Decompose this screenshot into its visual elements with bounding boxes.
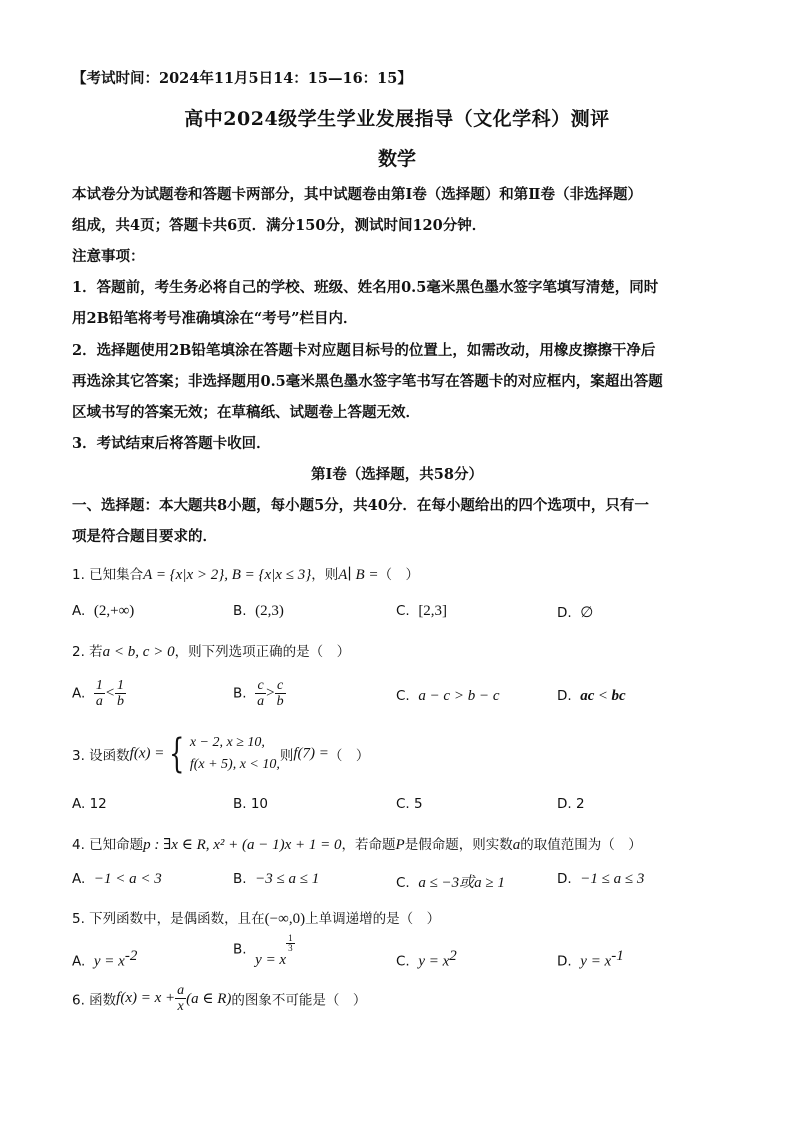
q1-suffix: ，则 xyxy=(311,567,339,583)
q1-option-a: A. (2,+∞) xyxy=(72,603,135,619)
piecewise-brace: { xyxy=(169,731,185,777)
q1-prefix: 1. 已知集合 xyxy=(72,567,144,583)
exam-time: 【考试时间：2024年11月5日14：15—16：15】 xyxy=(72,70,412,87)
q2-condition: a < b, c > 0 xyxy=(102,644,175,660)
note-2-line-3: 区域书写的答案无效；在草稿纸、试题卷上答题无效． xyxy=(72,404,420,421)
q6-fraction: $\frac{a}{x}$ xyxy=(177,983,185,1014)
note-2-line-2: 再选涂其它答案；非选择题用0.5毫米黑色墨水签字笔书写在答题卡的对应框内，案超出答题 xyxy=(72,373,663,390)
q5-option-b: B. y = x $\frac{1}{3}$ xyxy=(233,933,293,968)
note-1-line-2: 用2B铅笔将考号准确填涂在“考号”栏目内． xyxy=(72,310,358,327)
q3-option-b: B. 10 xyxy=(233,796,269,812)
q1-sets: A = {x|x > 2}, B = {x|x ≤ 3} xyxy=(143,567,312,583)
question-5-stem: 5. 下列函数中，是偶函数，且在(−∞,0)上单调递增的是（ ） xyxy=(72,911,441,927)
section-1-line-2: 项是符合题目要求的． xyxy=(72,528,217,545)
q5-option-d: D. $y = x^{-1}$ xyxy=(557,948,624,970)
q4-option-a: A. −1 < a < 3 xyxy=(72,871,162,887)
q5-option-c: C. $y = x^2$ xyxy=(396,948,457,970)
q3-option-c: C. 5 xyxy=(396,796,423,812)
q2-option-c: C. a − c > b − c xyxy=(396,688,500,704)
q4-proposition: p : ∃x ∈ R, x² + (a − 1)x + 1 = 0 xyxy=(143,837,342,853)
exam-title: 高中2024级学生学业发展指导（文化学科）测评 xyxy=(184,108,610,130)
section-1-line-1: 一、选择题：本大题共8小题，每小题5分，共40分．在每小题给出的四个选项中，只有一 xyxy=(72,497,649,514)
note-1-line-1: 1．答题前，考生务必将自己的学校、班级、姓名用0.5毫米黑色墨水签字笔填写清楚，同时 xyxy=(72,279,659,296)
q1-option-c: C. [2,3] xyxy=(396,603,448,619)
q5-interval: (−∞,0) xyxy=(264,911,306,927)
q1-option-b: B. (2,3) xyxy=(233,603,284,619)
question-4-stem: 4. 已知命题p : ∃x ∈ R, x² + (a − 1)x + 1 = 0，若命题P是假命题，则实数a的取值范围为（ ） xyxy=(72,837,642,853)
q2-option-d: D. ac < bc xyxy=(557,688,626,704)
question-6-stem: 6. 函数f(x) = x + $\frac{a}{x}$ (a ∈ R)的图象不可能是（ ） xyxy=(72,983,367,1014)
q2-option-a: A. $\frac{1}{a}$ < $\frac{1}{b}$ xyxy=(72,678,125,709)
q4-option-b: B. −3 ≤ a ≤ 1 xyxy=(233,871,320,887)
question-3-stem: 3. 设函数f(x) = { x − 2, x ≥ 10, f(x + 5), x < 10, 则f(7) =（ ） xyxy=(72,731,370,777)
q3-option-d: D. 2 xyxy=(557,796,585,812)
q1-expr: A∣ B = xyxy=(338,567,379,583)
note-3: 3．考试结束后将答题卡收回． xyxy=(72,435,271,452)
q1-option-d: D. ∅ xyxy=(557,605,594,621)
subject-title: 数学 xyxy=(377,148,416,170)
intro-line-1: 本试卷分为试题卷和答题卡两部分，其中试题卷由第Ⅰ卷（选择题）和第Ⅱ卷（非选择题） xyxy=(72,186,642,203)
part-1-heading: 第Ⅰ卷（选择题，共58分） xyxy=(311,466,483,483)
q4-option-d: D. −1 ≤ a ≤ 3 xyxy=(557,871,645,887)
note-2-line-1: 2．选择题使用2B铅笔填涂在答题卡对应题目标号的位置上，如需改动，用橡皮擦擦干净后 xyxy=(72,342,656,359)
piecewise-cases: x − 2, x ≥ 10, f(x + 5), x < 10, xyxy=(189,735,280,772)
q5-option-a: A. $y = x^{-2}$ xyxy=(72,948,138,970)
q1-end: （ ） xyxy=(378,567,420,583)
question-2-stem: 2. 若a < b, c > 0，则下列选项正确的是（ ） xyxy=(72,644,351,660)
question-1-stem xyxy=(72,563,419,584)
q3-option-a: A. 12 xyxy=(72,796,107,812)
intro-line-2: 组成，共4页；答题卡共6页．满分150分，测试时间120分钟． xyxy=(72,217,487,234)
q4-option-c: C. a ≤ −3或a ≥ 1 xyxy=(396,875,505,891)
q2-option-b: B. $\frac{c}{a}$ > $\frac{c}{b}$ xyxy=(233,678,284,709)
notes-heading: 注意事项： xyxy=(72,248,145,265)
